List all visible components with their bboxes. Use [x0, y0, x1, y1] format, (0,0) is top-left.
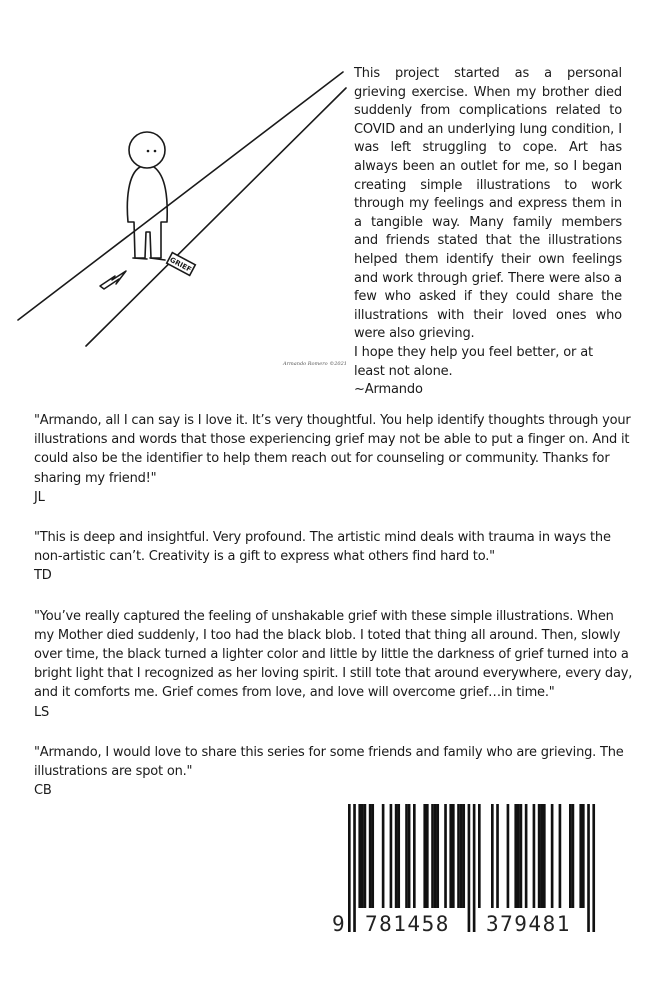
intro-closing: I hope they help you feel better, or at least not alone.	[354, 344, 593, 379]
barcode-bar	[462, 804, 465, 908]
barcode-bar	[423, 804, 426, 908]
barcode-bar	[496, 804, 499, 908]
barcode-bar	[538, 804, 541, 908]
barcode-bar	[543, 804, 546, 908]
testimonial-author: TD	[34, 568, 52, 584]
barcode-bar	[452, 804, 455, 908]
figure-head	[129, 132, 165, 168]
barcode-bar	[371, 804, 374, 908]
barcode-bar	[395, 804, 398, 908]
testimonial-author: CB	[34, 783, 52, 799]
barcode-bar	[507, 804, 510, 908]
barcode-bar	[431, 804, 434, 908]
figure-body	[127, 167, 167, 258]
barcode-bar	[382, 804, 385, 908]
barcode-bar	[540, 804, 543, 908]
grief-sign	[167, 253, 196, 276]
barcode-bar	[569, 804, 572, 908]
intro-signoff: ~Armando	[354, 382, 423, 398]
intro-text	[354, 65, 622, 400]
grief-sign-label: GRIEF	[168, 255, 193, 274]
testimonial-text: "Armando, I would love to share this series for some friends and family who are grieving. The illustrations are spot on."	[34, 744, 624, 780]
barcode-bar	[517, 804, 520, 908]
barcode-bar	[579, 804, 582, 908]
barcode-bar	[361, 804, 364, 908]
barcode-bar	[397, 804, 400, 908]
testimonial-author: LS	[34, 704, 50, 720]
barcode-bar	[572, 804, 575, 908]
testimonial-text: "This is deep and insightful. Very profound. The artistic mind deals with trauma in ways the non-artistic can’t. Creativity is a gift to express what others find hard to."	[34, 530, 611, 565]
barcode-bar	[436, 804, 439, 908]
barcode-bar	[520, 804, 523, 908]
artist-signature: Armando Romero ©2021	[283, 361, 347, 367]
testimonial	[34, 743, 634, 801]
barcode-digits-right: 379481	[486, 912, 571, 936]
barcode-bar	[390, 804, 393, 908]
barcode-bar	[408, 804, 411, 908]
testimonial	[34, 411, 634, 507]
barcode-bar	[468, 804, 471, 932]
barcode-bar	[353, 804, 356, 932]
testimonial-text: "Armando, all I can say is I love it. It’s very thoughtful. You help identify thoughts through your illustrations and words that those experiencing grief may not be able to put a finger on. And it could also be the identifier to help them reach out for counseling or community. Thanks for sharing my friend!"	[34, 413, 631, 486]
testimonial	[34, 528, 634, 586]
road-left-edge	[18, 72, 343, 320]
road-right-edge	[86, 88, 346, 346]
barcode-bar	[587, 804, 590, 932]
barcode-bar	[358, 804, 361, 908]
barcode-bar	[478, 804, 481, 908]
barcode-bar	[364, 804, 367, 908]
barcode-bar	[559, 804, 562, 908]
barcode-bar	[449, 804, 452, 908]
barcode-bar	[592, 804, 595, 932]
barcode-bar	[525, 804, 528, 908]
testimonials	[34, 411, 634, 821]
figure-eye	[147, 150, 150, 153]
barcode-bar	[369, 804, 372, 908]
arrow-icon	[100, 271, 126, 289]
barcode-bar	[426, 804, 429, 908]
barcode-bar	[533, 804, 536, 908]
barcode-bar	[348, 804, 351, 932]
barcode-bar	[413, 804, 416, 908]
testimonial	[34, 607, 634, 722]
testimonial-author: JL	[34, 489, 45, 505]
barcode-bar	[514, 804, 517, 908]
testimonial-text: "You’ve really captured the feeling of unshakable grief with these simple illustrations. When my Mother died suddenly, I too had the black blob. I toted that thing all around. Then, slowly over time, the black turned a lighter color and little by little the darkness of grief turned into a bright light that I recognized as her loving spirit. I still tote that around everywhere, every day, and it comforts me. Grief comes from love, and love will overcome grief…in time."	[34, 608, 633, 701]
barcode-bar	[444, 804, 447, 908]
barcode-bar	[551, 804, 554, 908]
barcode-bar	[582, 804, 585, 908]
barcode-bar	[473, 804, 476, 932]
figure-eye	[154, 150, 157, 153]
barcode-bar	[405, 804, 408, 908]
barcode-bar	[491, 804, 494, 908]
barcode-bar	[434, 804, 437, 908]
intro-paragraph: This project started as a personal grieving exercise. When my brother died suddenly from complications related to COVID and an underlying lung condition, I was left struggling to cope. Art has always been an outlet for me, so I began creating simple illustrations to work through my feelings and express them in a tangible way. Many family members and friends stated that the illustrations helped them identify their own feelings and work through grief. There were also a few who asked if they could share the illustrations with their loved ones who were also grieving.	[354, 66, 622, 342]
barcode-bar	[457, 804, 460, 908]
barcode-bar	[460, 804, 463, 908]
barcode-digit-first: 9	[332, 912, 347, 936]
barcode-digits-left: 781458	[365, 912, 450, 936]
